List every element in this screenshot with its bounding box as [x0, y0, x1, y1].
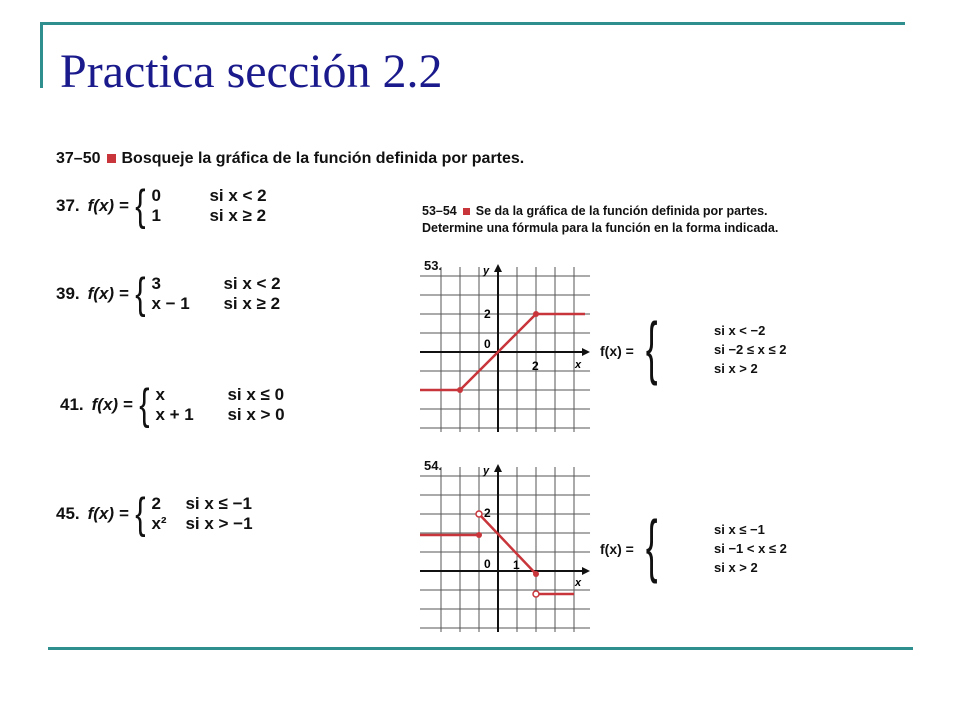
problem-number: 45. [56, 504, 80, 523]
case-row [151, 274, 280, 294]
case-expr: x − 1 [151, 294, 190, 313]
case-expr: 1 [151, 206, 161, 225]
origin-label: 0 [484, 557, 491, 571]
right-section-instruction: Se da la gráfica de la función definida por partes. Determine una fórmula para la función en la forma indicada. [422, 204, 779, 235]
origin-label: 0 [484, 337, 491, 351]
brace: { [134, 269, 146, 318]
brace: { [645, 308, 658, 386]
function-lhs: f(x) = [87, 284, 129, 303]
frame-bottom-line [48, 647, 913, 650]
problem-45 [56, 489, 253, 538]
right-section-heading [422, 203, 822, 237]
problem-37 [56, 181, 267, 230]
frame-top-line [40, 22, 905, 25]
graph-54-fx: f(x) = [600, 541, 634, 557]
brace: { [134, 489, 146, 538]
problem-41 [60, 380, 285, 429]
red-square-icon [463, 208, 470, 215]
section-range: 37–50 [56, 150, 101, 167]
case-row [151, 514, 252, 534]
condition: si −1 < x ≤ 2 [714, 541, 787, 556]
problem-number: 39. [56, 284, 80, 303]
case-cond: si x ≤ −1 [185, 494, 252, 513]
function-lhs: f(x) = [91, 395, 133, 414]
y-axis-label: y [483, 465, 490, 477]
case-cond: si x > −1 [185, 514, 253, 533]
cases [151, 494, 252, 534]
case-row [151, 186, 266, 206]
case-cond: si x < 2 [209, 186, 267, 205]
x-axis-label: x [575, 577, 582, 589]
y-axis-label: y [483, 265, 490, 277]
case-cond: si x < 2 [223, 274, 281, 293]
cases [151, 274, 280, 314]
condition: si x < −2 [714, 323, 766, 338]
case-cond: si x ≥ 2 [209, 206, 267, 225]
condition: si x > 2 [714, 361, 758, 376]
case-row [151, 494, 252, 514]
problem-number: 41. [60, 395, 84, 414]
graph-53-number: 53. [424, 258, 443, 273]
condition: si −2 ≤ x ≤ 2 [714, 342, 787, 357]
case-expr: 0 [151, 186, 161, 205]
cases [155, 385, 284, 425]
y-tick-2: 2 [484, 506, 491, 520]
case-expr: 2 [151, 494, 161, 513]
case-cond: si x ≥ 2 [223, 294, 281, 313]
case-row [151, 206, 266, 226]
graph-53 [420, 262, 590, 434]
case-row [151, 294, 280, 314]
case-expr: 3 [151, 274, 161, 293]
slide-title: Practica sección 2.2 [60, 45, 443, 98]
graph-53-fx: f(x) = [600, 343, 634, 359]
case-cond: si x ≤ 0 [227, 385, 285, 404]
case-cond: si x > 0 [227, 405, 285, 424]
problem-number: 37. [56, 196, 80, 215]
function-lhs: f(x) = [87, 196, 129, 215]
section-instruction: Bosqueje la gráfica de la función definida por partes. [121, 150, 525, 167]
brace: { [134, 181, 146, 230]
case-expr: x² [151, 514, 167, 533]
section-heading [56, 150, 524, 168]
function-lhs: f(x) = [87, 504, 129, 523]
x-tick-1: 1 [513, 558, 520, 572]
case-row [155, 385, 284, 405]
y-tick-2: 2 [484, 307, 491, 321]
condition: si x > 2 [714, 560, 758, 575]
red-square-icon [107, 154, 116, 163]
frame-left-line [40, 22, 43, 88]
x-tick-2: 2 [532, 359, 539, 373]
case-expr: x [155, 385, 165, 404]
graph-54-conditions [714, 520, 787, 577]
right-section-range: 53–54 [422, 204, 457, 218]
cases [151, 186, 266, 226]
case-expr: x + 1 [155, 405, 194, 424]
graph-54 [420, 462, 590, 634]
case-row [155, 405, 284, 425]
x-axis-label: x [575, 359, 582, 371]
graph-53-conditions [714, 321, 786, 378]
graph-54-number: 54. [424, 458, 443, 473]
problem-39 [56, 269, 281, 318]
condition: si x ≤ −1 [714, 522, 765, 537]
brace: { [645, 506, 658, 584]
brace: { [138, 380, 150, 429]
